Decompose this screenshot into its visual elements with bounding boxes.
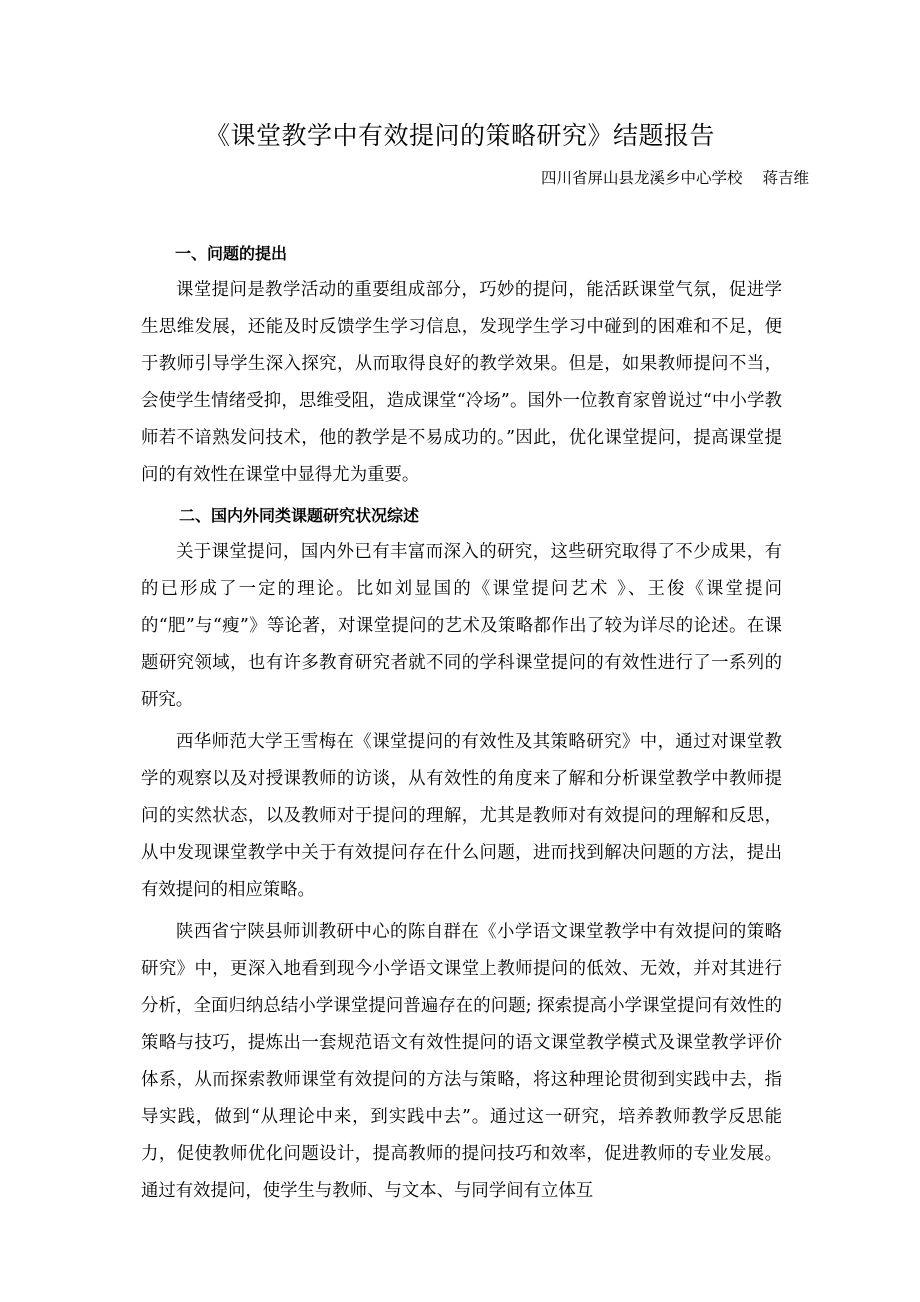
author-name: 蒋吉维 — [762, 169, 809, 187]
document-title: 《课堂教学中有效提问的策略研究》结题报告 — [204, 121, 715, 150]
paragraph: 关于课堂提问，国内外已有丰富而深入的研究，这些研究取得了不少成果，有的已形成了一定的理论。比如刘显国的《课堂提问艺术 》、王俊《课堂提问的“肥”与“瘦”》等论著，对课堂提问的艺术及策略都作出了较为详尽的论述。在课题研究领域，也有许多教育研究者就不同的学科课堂提问的有效性进行了一系列的研究。 — [141, 542, 782, 710]
paragraph: 西华师范大学王雪梅在《课堂提问的有效性及其策略研究》中，通过对课堂教学的观察以及对授课教师的访谈，从有效性的角度来了解和分析课堂教学中教师提问的实然状态，以及教师对于提问的理解，尤其是教师对有效提问的理解和反思，从中发现课堂教学中关于有效提问存在什么问题，进而找到解决问题的方法，提出有效提问的相应策略。 — [141, 732, 782, 900]
section-heading-2: 二、国内外同类课题研究状况综述 — [179, 506, 420, 525]
document-body — [141, 235, 782, 1210]
section-heading-1: 一、问题的提出 — [175, 244, 288, 263]
paragraph: 课堂提问是教学活动的重要组成部分，巧妙的提问，能活跃课堂气氛，促进学生思维发展，还能及时反馈学生学习信息，发现学生学习中碰到的困难和不足，便于教师引导学生深入探究，从而取得良好的教学效果。但是，如果教师提问不当，会使学生情绪受抑，思维受阻，造成课堂“冷场”。国外一位教育家曾说过“中小学教师若不谙熟发问技术，他的教学是不易成功的。”因此，优化课堂提问，提高课堂提问的有效性在课堂中显得尤为重要。 — [141, 280, 782, 485]
paragraph: 陕西省宁陕县师训教研中心的陈自群在《小学语文课堂教学中有效提问的策略研究》中，更深入地看到现今小学语文课堂上教师提问的低效、无效，并对其进行分析，全面归纳总结小学课堂提问普遍存在的问题; 探索提高小学课堂提问有效性的策略与技巧，提炼出一套规范语文有效性提问的语文课堂教学模式及课堂教学评价体系，从而探索教师课堂有效提问的方法与策略，将这种理论贯彻到实践中去，指导实践，做到“从理论中来，到实践中去”。通过这一研究，培养教师教学反思能力，促使教师优化问题设计，提高教师的提问技巧和效率，促进教师的专业发展。通过有效提问，使学生与教师、与文本、与同学间有立体互 — [141, 922, 782, 1201]
author-org: 四川省屏山县龙溪乡中心学校 — [540, 169, 743, 187]
author-line — [541, 164, 809, 192]
